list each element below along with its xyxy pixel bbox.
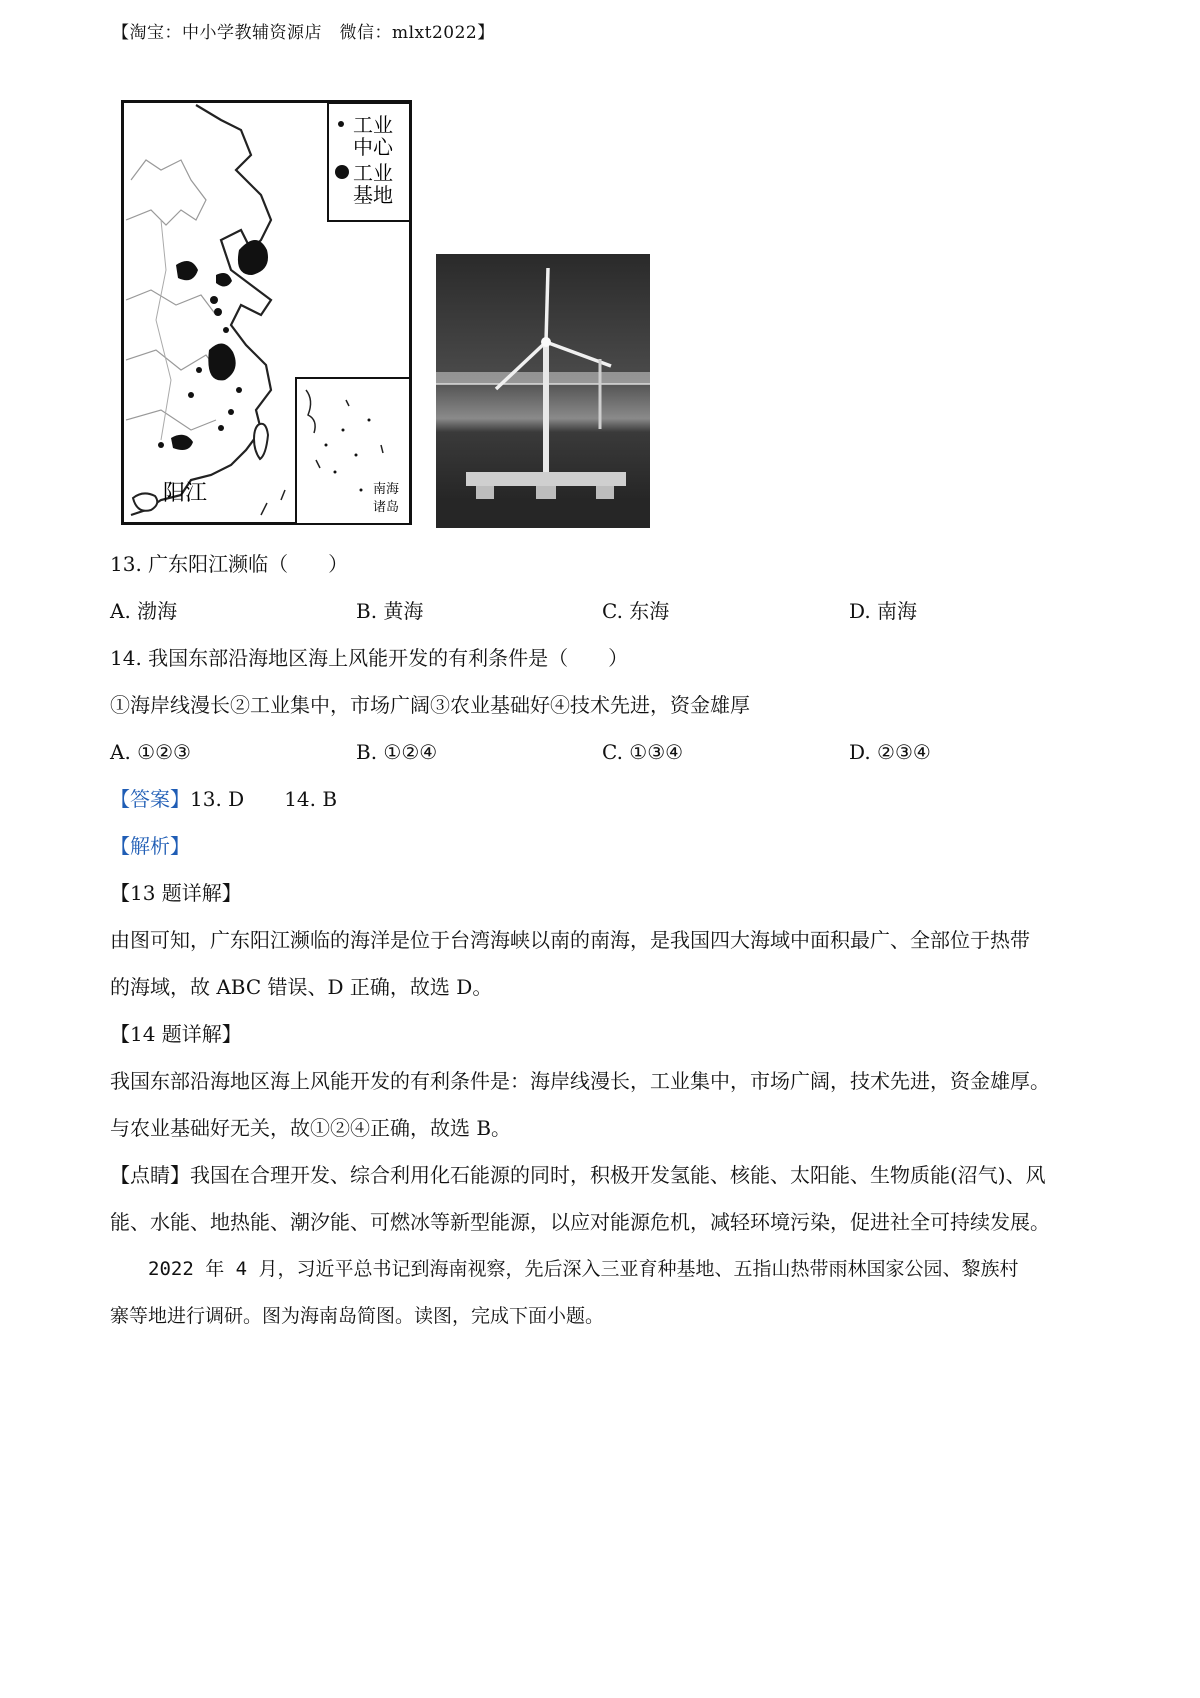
answer-text: 13. D 14. B xyxy=(190,787,338,811)
answer-line xyxy=(110,786,337,812)
industry-center-marker xyxy=(158,442,164,448)
industry-center-marker xyxy=(236,387,242,393)
question-13-stem: 13. 广东阳江濒临（ ） xyxy=(110,552,349,576)
wind-turbine-photo xyxy=(436,254,650,528)
industry-center-marker xyxy=(228,409,234,415)
tip-line-1 xyxy=(110,1162,1046,1188)
answer-tag: 【答案】 xyxy=(110,787,190,811)
turbine-blade xyxy=(546,268,548,342)
detail-13-title: 【13 题详解】 xyxy=(110,881,242,905)
tip-text-1: 我国在合理开发、综合利用化石能源的同时，积极开发氢能、核能、太阳能、生物质能(沼气)、风 xyxy=(190,1163,1046,1187)
intro-line-2: 寨等地进行调研。图为海南岛简图。读图，完成下面小题。 xyxy=(110,1305,605,1327)
q13-option-c: C. 东海 xyxy=(602,599,670,623)
legend-center-label-2: 中心 xyxy=(353,135,393,159)
industry-center-legend-icon xyxy=(338,121,344,127)
tip-line-2: 能、水能、地热能、潮汐能、可燃冰等新型能源，以应对能源危机，减轻环境污染，促进社全可持续发展。 xyxy=(110,1210,1050,1234)
floating-platform xyxy=(466,472,626,486)
place-label-yangjiang: 阳江 xyxy=(163,481,208,506)
detail-14-line-2: 与农业基础好无关，故①②④正确，故选 B。 xyxy=(110,1116,512,1140)
industry-map-figure xyxy=(121,100,413,525)
q13-option-d: D. 南海 xyxy=(849,599,918,623)
detail-14-title: 【14 题详解】 xyxy=(110,1022,242,1046)
intro-line-1: 2022 年 4 月，习近平总书记到海南视察，先后深入三亚育种基地、五指山热带雨林国家公园、黎族村 xyxy=(148,1258,1019,1280)
industry-center-marker xyxy=(214,308,222,316)
page-header: 【淘宝：中小学教辅资源店 微信：mlxt2022】 xyxy=(112,23,495,43)
analysis-tag: 【解析】 xyxy=(110,834,190,858)
q13-option-b: B. 黄海 xyxy=(356,599,424,623)
q13-option-a: A. 渤海 xyxy=(110,599,178,623)
q14-option-c: C. ①③④ xyxy=(602,740,684,764)
q14-option-b: B. ①②④ xyxy=(356,740,438,764)
detail-13-line-2: 的海域，故 ABC 错误、D 正确，故选 D。 xyxy=(110,975,493,999)
industry-center-marker xyxy=(218,425,224,431)
tip-tag: 【点睛】 xyxy=(110,1163,190,1187)
legend-base-label-2: 基地 xyxy=(353,183,393,207)
industry-center-marker xyxy=(188,392,194,398)
detail-14-line-1: 我国东部沿海地区海上风能开发的有利条件是：海岸线漫长，工业集中，市场广阔，技术先进，资金雄厚。 xyxy=(110,1069,1050,1093)
industry-center-marker xyxy=(196,367,202,373)
question-14-stem: 14. 我国东部沿海地区海上风能开发的有利条件是（ ） xyxy=(110,646,629,670)
industry-center-marker xyxy=(210,296,218,304)
industry-base-legend-icon xyxy=(335,165,349,179)
question-14-conditions: ①海岸线漫长②工业集中，市场广阔③农业基础好④技术先进，资金雄厚 xyxy=(110,693,750,717)
q14-option-a: A. ①②③ xyxy=(110,740,191,764)
q14-option-d: D. ②③④ xyxy=(849,740,931,764)
legend-base-label-1: 工业 xyxy=(353,161,393,185)
legend-center-label-1: 工业 xyxy=(353,113,393,137)
inset-label-1: 南海 xyxy=(373,482,400,497)
inset-label-2: 诸岛 xyxy=(373,500,400,515)
industry-center-marker xyxy=(223,327,229,333)
detail-13-line-1: 由图可知，广东阳江濒临的海洋是位于台湾海峡以南的南海，是我国四大海域中面积最广、全部位于热带 xyxy=(110,928,1030,952)
